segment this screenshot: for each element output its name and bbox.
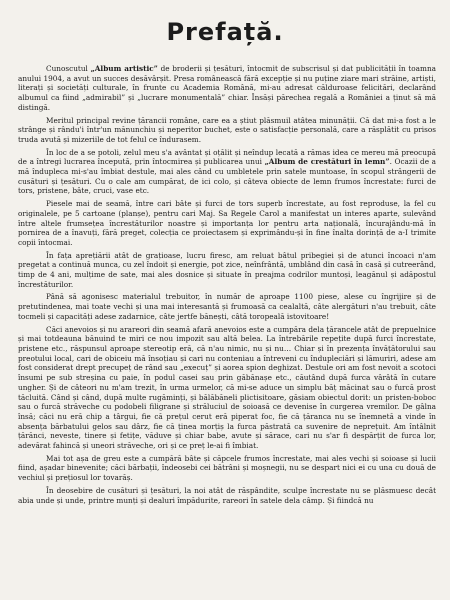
paragraph: Mai tot așa de greu este a cumpără bâte și căpcele frumos încrestate, mai ales vechi și soioase și lucii fiind, așadar binevenite; căci bărbații, îndeosebi cei bătrâni și moșnegii, nu se despart nici ei cu una cu două de vechiul și prețiosul lor tovarăș. [18, 453, 436, 483]
page-title: Prefață. [166, 18, 284, 46]
document-body [18, 64, 436, 600]
paragraph: În fața aprețiării atât de grațioase, lucru firesc, am reluat bâtul pribegiei și de atunci încoaci n'am pregetat a continuă munca, cu zel îndoit și energie, pot zice, neînfrântă, umblând din casă în casă și cutreerând, timp de 4 ani, mulțime de sate, mai ales dosnice și situate în preajma codrilor muntoși, leagănul și adăpostul încrestăturilor. [18, 250, 436, 289]
paragraph: Piesele mai de seamă, între cari bâte și furci de tors superb încrestate, au fost reproduse, la fel cu originalele, pe 5 cartoane (planșe), pentru cari Maj. Sa Regele Carol a manifestat un interes aparte, sulevând între altele frumsețea încrestăturilor noastre și importanța lor pentru arta națională, încurajându-mă în pornirea de a înavuți, fără preget, colecția ce proiectasem și exprimându-și în fine înalta dorință de a-I trimite copii întocmai. [18, 199, 436, 247]
paragraph: Meritul principal revine țărancii române, care ea a știut plăsmuil atâtea minunății. Că dat mi-a fost a le strânge și rându'i într'un mănunchiu și neperitor buchet, este o satisfacție personală, care a răsplătit cu prisos truda avută și mizeriile de tot felul ce îndurasem. [18, 115, 436, 144]
paragraph: În loc de a se potoli, zelul meu s'a avântat și oțălit și neîndup lecată a rămas idea ce mereu mă preocupă de a întregi lucrarea începută, prin întocmirea și publicarea unui „Album de crestături în lemn”. Ocazii de a mă îndupleca mi-s'au îmbiat destule, mai ales când cu umbletele prin satele muntoase, în scopul strângerii de cusături și țesături. Cu o cale am cumpărat, de ici colo, și câteva obiecte de lemn frumos încrestate: furci de tors, pristene, bâte, cruci, vase etc. [18, 147, 436, 196]
paragraph: În deosebire de cusături și țesături, la noi atât de răspândite, sculpe încrestate nu se plăsmuesc decât abia unde și unde, printre munți și dealuri împădurite, rareori în satele dela câmp. Și fiindcă nu [18, 485, 436, 505]
paragraph: Cunoscutul „Album artistic” de broderii și țesături, întocmit de subscrisul și dat publicității în toamna anului 1904, a avut un succes desăvârșit. Presa românească fără excepție și nu puține ziare mari străine, artiști, literați și societăți culturale, în frunte cu Academia Română, mi-au adresat călduroase felicitări, declarând albumul ca fiind „admirabil” și „lucrare monumentală” chiar. Însăși părechea regală a României a ținut să mă distingă. [18, 64, 436, 112]
paragraph: Până să agonisesc materialul trebuitor, în număr de aproape 1100 piese, alese cu îngrijire și de pretutindenea, mai toate vechi și una mai interesantă și frumoasă ca cealaltă, câte alergături n'au trebuit, câte tocmeli și capacități adese zadarnice, câte jertfe bănești, câtă toropeală istovitoare! [18, 292, 436, 321]
paragraph: Căci anevoios și nu arareori din seamă afară anevoios este a cumpăra dela țărancele atât de prepuelnice și mai totdeauna bănuind te miri ce nou impozit sau altă belea. La întrebările repețite după furci încrestate, pristene etc., răspunsul aproape stereotip eră, că n'au nimic, nu și nu… Chiar și în prezența învățătorului sau preotului local, cari de obiceiu mă însoțiau și cari nu conteniau a întreveni cu îndupleciări și lămuriri, adese am fost considerat drept precupeț de rând sau „execuț” și aorea spion deghizat. Destule ori am fost nevoit a scotoci însumi pe sub streșina cu paie, în podul casei sau prin găbănașe etc., căutând după furca vârâtă în cutare ungher. Și de câteori nu m'am trezit, în urma urmelor, că mi-se aduce un simplu băț măcinat sau o furcă prost tăcluită. Când și când, după multe rugăminți, și bălăbăneli plictisitoare, găsiam obiectul dorit: un pristen-boboc sau o furcă străveche cu podobeli filigrane și străluciul de soioasă ce devenise în curgerea vremilor. De gâlna însă; căci nu eră chip a târgui, fie că prețul cerut eră piperat foc, fie că țăranca nu se înemnetă a vinde în absența bărbatului gelos sau dârz, fie că ținea morțiș la furca păstrată ca suvenire de neprețuit. Am întâlnit țărănci, neveste, tinere și fetițe, văduve și chiar babe, avute și sărace, cari nu s'ar fi despărțit de furca lor, adevărat fahincă și uneori străveche, ori și ce preț le-ai fi îmbiat. [18, 324, 436, 451]
